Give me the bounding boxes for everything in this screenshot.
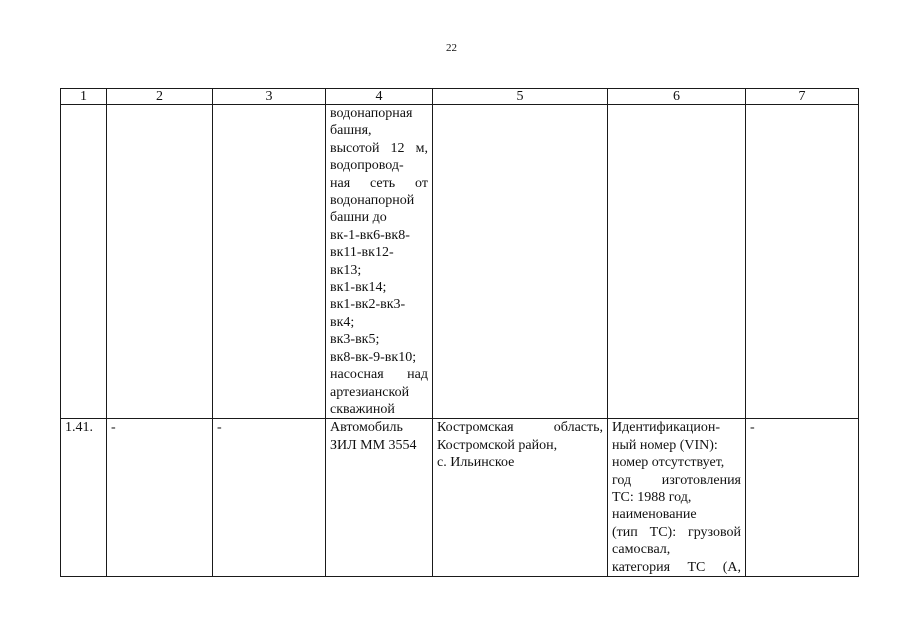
cell-col7: -: [746, 419, 859, 577]
cell-col3: [213, 105, 326, 419]
text-line: категория ТС (А,: [612, 559, 741, 575]
text-line: скважиной: [330, 401, 395, 417]
text-line: высотой 12 м,: [330, 140, 428, 156]
table-header-row: [61, 89, 859, 105]
cell-number: [61, 105, 107, 419]
page-number: 22: [446, 42, 457, 54]
text-line: вк13;: [330, 262, 362, 278]
text-line: (тип ТС): грузовой: [612, 524, 741, 540]
column-header-5: 5: [433, 89, 608, 105]
text-line: самосвал,: [612, 542, 671, 558]
text-line: вк1-вк14;: [330, 280, 387, 296]
column-header-7: 7: [746, 89, 859, 105]
cell-number: 1.41.: [61, 419, 107, 577]
cell-details: [608, 105, 746, 419]
register-table: [60, 88, 859, 577]
text-line: вк11-вк12-: [330, 245, 394, 261]
cell-col2: [107, 105, 213, 419]
table-row: [61, 419, 859, 577]
cell-address: [433, 419, 608, 577]
text-line: вк1-вк2-вк3-: [330, 297, 406, 313]
text-line: год изготовления: [612, 472, 741, 488]
text-line: водонапорная: [330, 106, 413, 121]
text-line: артезианской: [330, 384, 410, 400]
text-line: ная сеть от: [330, 175, 428, 191]
column-header-1: 1: [61, 89, 107, 105]
text-line: вк8-вк-9-вк10;: [330, 349, 417, 365]
text-line: Костромская область,: [437, 420, 603, 436]
cell-col2: -: [107, 419, 213, 577]
text-line: с. Ильинское: [437, 455, 515, 471]
text-line: водопровод-: [330, 158, 404, 174]
column-header-4: 4: [326, 89, 433, 105]
text-line: Костромской район,: [437, 437, 558, 453]
cell-address: [433, 105, 608, 419]
text-line: вк3-вк5;: [330, 332, 380, 348]
column-header-2: 2: [107, 89, 213, 105]
text-line: насосная над: [330, 367, 428, 383]
text-line: вк4;: [330, 314, 355, 330]
text-line: ЗИЛ ММ 3554: [330, 437, 417, 453]
cell-object-description: [326, 419, 433, 577]
table-row: [61, 105, 859, 419]
text-line: ный номер (VIN):: [612, 437, 718, 453]
text-line: Автомобиль: [330, 420, 403, 436]
column-header-6: 6: [608, 89, 746, 105]
cell-col3: -: [213, 419, 326, 577]
text-line: вк-1-вк6-вк8-: [330, 227, 410, 243]
text-line: номер отсутствует,: [612, 455, 725, 471]
cell-details: [608, 419, 746, 577]
cell-object-description: [326, 105, 433, 419]
text-line: водонапорной: [330, 193, 415, 209]
column-header-3: 3: [213, 89, 326, 105]
cell-col7: [746, 105, 859, 419]
text-line: Идентификацион-: [612, 420, 721, 436]
text-line: ТС: 1988 год,: [612, 489, 692, 505]
text-line: башни до: [330, 210, 387, 226]
text-line: башня,: [330, 123, 372, 139]
text-line: наименование: [612, 507, 697, 523]
